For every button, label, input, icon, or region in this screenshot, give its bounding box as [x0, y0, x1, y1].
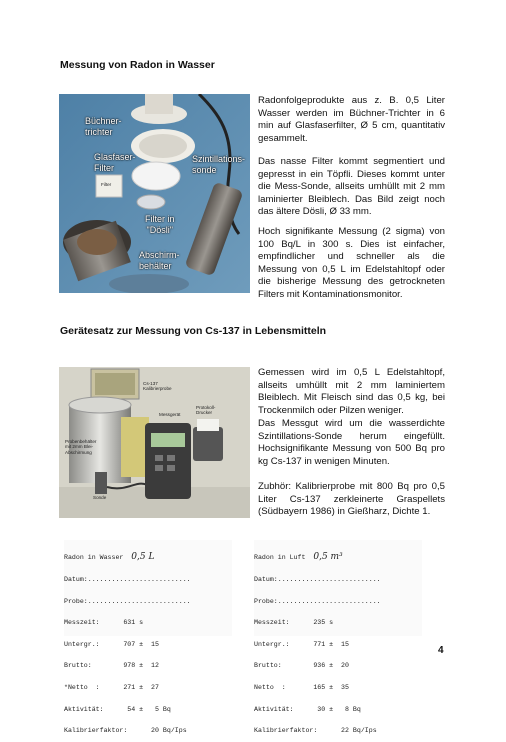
printout-title-row — [254, 554, 422, 561]
section-heading-radon: Messung von Radon in Wasser — [60, 59, 215, 71]
printout-line: Messzeit: 631 s — [64, 619, 144, 627]
printout-line: Datum:.......................... — [254, 576, 381, 584]
printout-line: Brutto: 978 ± 12 — [64, 662, 159, 670]
printout-title-row — [64, 554, 232, 561]
label-glasfaser-filter: Glasfaser- Filter — [94, 152, 136, 173]
printout-handwritten-note: 0,5 m³ — [313, 552, 343, 563]
printout-line: Untergr.: 707 ± 15 — [64, 640, 159, 648]
section-heading-cs137: Gerätesatz zur Messung von Cs-137 in Lebensmitteln — [60, 325, 327, 337]
printout-handwritten-note: 0,5 L — [131, 552, 155, 563]
printout-line: Kalibrierfaktor: 20 Bq/Ips — [64, 727, 187, 735]
label-messgeraet: Messgerät — [159, 412, 181, 417]
photo-cs137-equipment — [59, 367, 250, 518]
label-abschirmbehaelter: Abschirm- behälter — [139, 250, 180, 271]
printout-line: Probe:.......................... — [254, 597, 381, 605]
printout-line: Brutto: 936 ± 20 — [254, 662, 349, 670]
label-probenbehaelter: Probenbehälter mit 2mm Blei- Abschirmung — [65, 439, 97, 455]
label-szintillationssonde: Szintillations- sonde — [192, 154, 246, 175]
printout-line: Untergr.: 771 ± 15 — [254, 640, 349, 648]
page-number: 4 — [438, 645, 444, 656]
label-kalibrierprobe: Cs-137 Kalibrierprobe — [143, 381, 172, 392]
printout-radon-luft — [254, 540, 422, 735]
label-sonde: Sonde — [93, 495, 107, 500]
printout-line: Probe:.......................... — [64, 597, 191, 605]
printout-line: Aktivität: 30 ± 8 Bq — [254, 705, 361, 713]
label-filter-pack: Filter — [101, 182, 112, 187]
printout-radon-wasser — [64, 540, 232, 735]
cs137-paragraph-1: Gemessen wird im 0,5 L Edelstahltopf, allseits umhüllt mit 2 mm laminiertem Bleiblech. Mit Fleisch sind das 0,5 kg, bei Trockenmilch oder Pilzen weniger. — [258, 367, 445, 416]
radon-paragraph-2: Das nasse Filter kommt segmentiert und gepresst in ein Töpfli. Dieses kommt unter die Mess-Sonde, allseits umhüllt mit 2 mm laminierter Bleiblech. Das Bild zeigt noch das ältere Dösli, Ø 33 mm. — [258, 156, 445, 218]
printout-title: Radon in Wasser — [64, 554, 124, 562]
label-buechner-trichter: Büchner- trichter — [85, 116, 122, 137]
printout-line: Kalibrierfaktor: 22 Bq/Ips — [254, 727, 377, 735]
photo-radon-equipment — [59, 94, 250, 293]
cs137-paragraph-2: Das Messgut wird um die wasserdichte Szintillations-Sonde herum eingefüllt. Hochsignifikante Messung von 500 Bq pro kg Cs-137 in wenigen Minuten. — [258, 418, 445, 467]
label-filter-in-doesli: Filter in "Dösli" — [145, 214, 175, 235]
radon-paragraph-3: Hoch signifikante Messung (2 sigma) von 100 Bq/L in 300 s. Dies ist einfacher, empfindlicher und schneller als die Messung von 0,5 L im Edelstahltopf oder die bisherige Messung des getrockneten Filters mit Kontaminationsmonitor. — [258, 226, 445, 300]
label-protokoll-drucker: Protokoll- Drucker — [196, 405, 216, 416]
printout-line: Aktivität: 54 ± 5 Bq — [64, 705, 171, 713]
printout-line: Datum:.......................... — [64, 576, 191, 584]
cs137-paragraph-3: Zubhör: Kalibrierprobe mit 800 Bq pro 0,5 Liter Cs-137 zerkleinerte Graspellets (Südbayern 1986) in Gießharz, Dichte 1. — [258, 481, 445, 518]
printout-line: Messzeit: 235 s — [254, 619, 334, 627]
radon-paragraph-1: Radonfolgeprodukte aus z. B. 0,5 Liter Wasser werden im Büchner-Trichter in 6 min auf Glasfaserfilter, Ø 5 cm, quantitativ gesammelt. — [258, 95, 445, 144]
printout-title: Radon in Luft — [254, 554, 306, 562]
printout-line: *Netto : 271 ± 27 — [64, 684, 159, 692]
printout-line: Netto : 165 ± 35 — [254, 684, 349, 692]
